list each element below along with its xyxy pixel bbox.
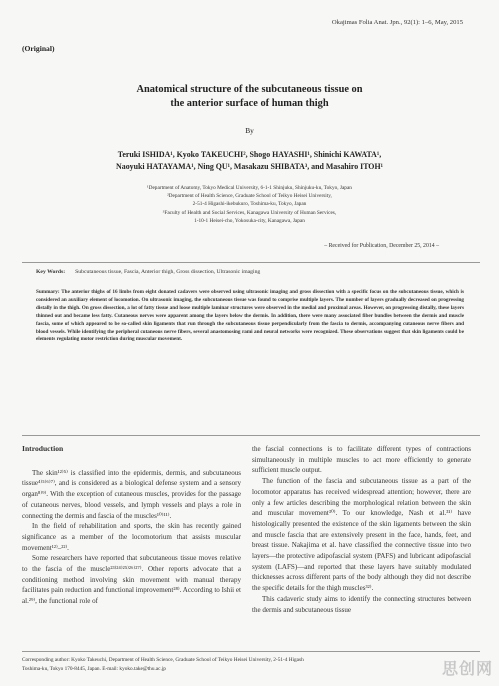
keywords xyxy=(36,269,260,275)
article-type-label: (Original) xyxy=(22,44,55,53)
authors-line-1: Teruki ISHIDA¹, Kyoko TAKEUCHI², Shogo HAYASHI¹, Shinichi KAWATA¹, xyxy=(117,150,382,159)
footer-line-2: Toshima-ku, Tokyo 170-8445, Japan. E-mail: kyoko.take@thu.ac.jp xyxy=(22,666,166,672)
title-line-1: Anatomical structure of the subcutaneous tissue on xyxy=(136,84,363,95)
running-head: Okajimas Folia Anat. Jpn., 92(1): 1–6, May, 2015 xyxy=(331,19,463,26)
right-column xyxy=(252,444,471,615)
summary-text: The anterior thighs of 16 limbs from eight donated cadavers were observed using ultrasonic imaging and gross dissection with a specific focus on the subcutaneous tissue, which is considered an auxiliary element of locomotion. On ultrasonic imaging, the subcutaneous tissue was found to comprise multiple layers. The number of layers gradually decreased on progressing distally in the thigh. On gross dissection, a lot of fatty tissue and loose multiple laminar structures were observed in the medial and proximal areas. However, on progressing distally, these layers thinned out and became less fatty. Cutaneous nerves were apparent among the layers below the dermis. In addition, there were many associated fiber bundles between the dermis and muscle fascia, some of which appeared to be so-called skin ligaments that run through the subcutaneous tissue perpendicularly from the fascia to dermis, accompanying cutaneous nerve fibers and blood vessels. While identifying the peripheral cutaneous nerve fibers, several anastomosing rami and neural networks were recognized. These observations suggest that skin ligaments could be elements regulating motor restriction during muscular movement. xyxy=(36,289,465,343)
authors-line-2: Naoyuki HATAYAMA¹, Ning QU¹, Masakazu SHIBATA³, and Masahiro ITOH¹ xyxy=(116,161,383,171)
affiliation-line: 2-51-4 Higashi-ikebukuro, Toshima-ku, Tokyo, Japan xyxy=(192,201,307,208)
paragraph: This cadaveric study aims to identify the connecting structures between the dermis and subcutaneous tissue xyxy=(252,594,471,614)
divider xyxy=(22,651,480,652)
paragraph: The function of the fascia and subcutaneous tissue as a part of the locomotor apparatus has received widespread attention; however, there are only a few articles describing the morphological relation between the skin and muscular movement³⁰⁾. To our knowledge, Nash et al.³¹⁾ have histologically presented the existence of the skin ligaments between the skin and muscle fascia that are extensively present in the face, hands, feet, and breast tissue. Nakajima et al. have classified the connective tissue into two layers—the protective adipofascial system (PAFS) and lubricant adipofascial system (LAFS)—and reported that these layers have suitably modulated thicknesses across different parts of the body although they did not describe the specific details for the thigh muscles³²⁾. xyxy=(252,477,471,593)
article-title xyxy=(0,83,499,111)
paragraph: Some researchers have reported that subcutaneous tissue moves relative to the fascia of the muscle²³⁾²⁴⁾²⁵⁾²⁶⁾²⁷⁾. Other reports advocate that a conditioning method involving skin movement with manual therapy facilitates pain reduction and functional improvement²⁸⁾. According to Ishii et al.²⁹⁾, the functional role of xyxy=(22,554,241,606)
watermark-logo: 思创网 xyxy=(441,659,493,678)
received-date: – Received for Publication, December 25, 2014 – xyxy=(324,243,439,249)
footer-line-1: Corresponding author: Kyoko Takeuchi, Department of Health Science, Graduate School of Teikyo Heisei University, 2-51-4 Higash xyxy=(22,657,304,663)
keywords-text: Subcutaneous tissue, Fascia, Anterior thigh, Gross dissection, Ultrasonic imaging xyxy=(75,269,261,275)
affiliation-line: ³Faculty of Health and Social Services, Kanagawa University of Human Services, xyxy=(162,209,337,216)
divider xyxy=(22,262,480,263)
section-heading-introduction: Introduction xyxy=(22,444,64,453)
summary xyxy=(36,289,464,344)
keywords-label: Key Words: xyxy=(36,269,66,275)
by-label: By xyxy=(245,126,254,135)
affiliation-line: ²Department of Health Science, Graduate School of Teikyo Heisei University, xyxy=(167,193,332,200)
title-line-2: the anterior surface of human thigh xyxy=(170,98,329,109)
paragraph: the fascial connections is to facilitate different types of contractions simultaneously in multiple muscles to act more efficiently to generate sufficient muscle output. xyxy=(252,445,471,475)
paragraph: In the field of rehabilitation and sports, the skin has recently gained significance as a member of the locomotorium that assists muscular movement¹²⁾–²²⁾. xyxy=(22,522,241,552)
paragraph: The skin¹²⁾⁵⁾ is classified into the epidermis, dermis, and subcutaneous tissue⁴⁾⁵⁾⁶⁾⁷⁾, and is considered as a biological defense system and a sensory organ⁸⁾⁹⁾. With the exception of cutaneous muscles, provides for the passage of cutaneous nerves, blood vessels, and lymph vessels and plays a role in connecting the dermis and fascia of the muscles¹⁰⁾¹¹⁾. xyxy=(22,468,241,520)
left-column xyxy=(22,444,241,607)
affiliation-line: ¹Department of Anatomy, Tokyo Medical University, 6-1-1 Shinjuku, Shinjuku-ku, Tokyo, Japan xyxy=(147,185,352,191)
divider xyxy=(22,435,480,436)
affiliations xyxy=(0,184,499,225)
affiliation-line: 1-10-1 Heisei-cho, Yokosuka-city, Kanagawa, Japan xyxy=(194,217,305,224)
correspondence-footer xyxy=(22,656,304,674)
summary-label: Summary: xyxy=(36,289,60,295)
author-list xyxy=(0,149,499,172)
